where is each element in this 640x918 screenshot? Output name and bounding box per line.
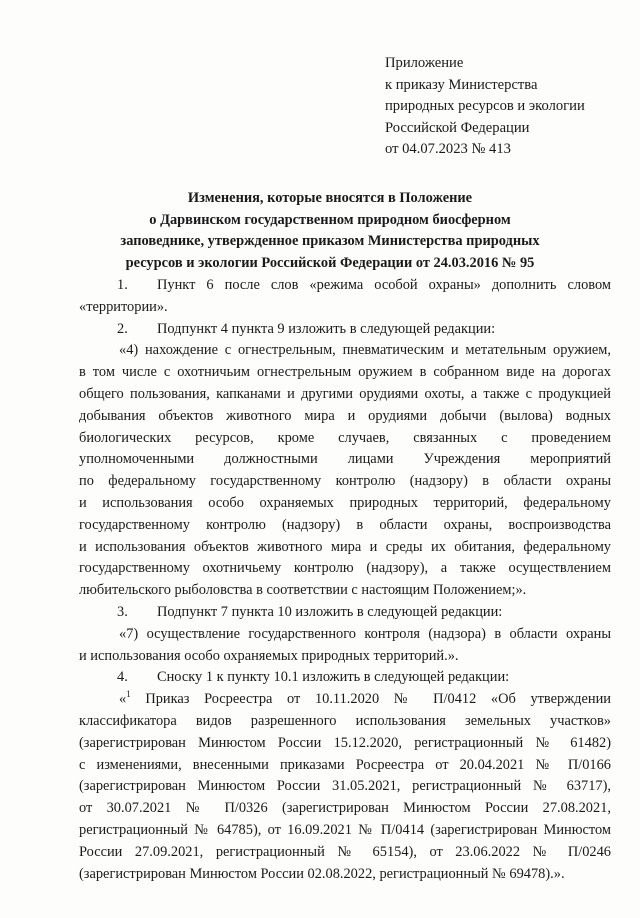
body-line: уполномоченными должностными лицами Учреждения мероприятий <box>79 451 611 468</box>
body-line: добывания объектов животного мира и орудиями добычи (вылова) водных <box>79 407 611 424</box>
title-line: Изменения, которые вносятся в Положение <box>187 190 473 206</box>
body-line: 4. Сноску 1 к пункту 10.1 изложить в следующей редакции: <box>79 667 611 689</box>
item-number-1: 1. <box>117 277 128 293</box>
item-number-2: 2. <box>117 320 128 337</box>
body-line: общего пользования, капканами и другими орудиями охоты, а также с продукцией <box>79 385 611 402</box>
body-line: государственному контролю (надзору) в области охраны, воспроизводства <box>79 516 611 533</box>
body-line: «$^1$ Приказ Росреестра от 10.11.2020 № П/0412 «Об утверждении <box>119 689 611 708</box>
body-line: регистрационный № 64785), от 16.09.2021 № П/0414 (зарегистрирован Минюстом <box>79 821 611 838</box>
title-line: о Дарвинском государственном природном биосферном <box>149 211 511 228</box>
document-body <box>79 275 611 885</box>
title-line: заповеднике, утвержденное приказом Министерства природных <box>120 233 540 250</box>
body-line: от 30.07.2021 № П/0326 (зарегистрирован Минюстом России 27.08.2021, <box>79 800 611 817</box>
document-title <box>60 188 600 274</box>
appendix-line: природных ресурсов и экологии <box>385 98 585 115</box>
appendix-line: к приказу Министерства <box>385 76 538 93</box>
appendix-header <box>385 53 625 161</box>
body-line: (зарегистрирован Минюстом России 02.08.2022, регистрационный № 69478).». <box>79 865 565 882</box>
body-line: «4) нахождение с огнестрельным, пневматическим и метательным оружием, <box>119 342 611 359</box>
body-line: любительского рыболовства в соответствии с настоящим Положением;». <box>79 582 527 599</box>
body-line: «7) осуществление государственного контроля (надзора) в области охраны <box>119 625 611 642</box>
item-number-3: 3. <box>117 603 128 620</box>
body-line: России 27.09.2021, регистрационный № 65154), от 23.06.2022 № П/0246 <box>79 843 611 860</box>
body-line: и использования особо охраняемых природных территорий.». <box>79 647 459 664</box>
appendix-line: Приложение <box>385 55 464 71</box>
appendix-line: Российской Федерации <box>385 119 530 136</box>
body-line: (зарегистрирован Минюстом России 31.05.2021, регистрационный № 63717), <box>79 778 611 795</box>
body-line: в том числе с охотничьим огнестрельным оружием в собранном виде на дорогах <box>79 364 611 381</box>
body-line: (зарегистрирован Минюстом России 15.12.2020, регистрационный № 61482) <box>79 734 611 751</box>
title-line: ресурсов и экологии Российской Федерации от 24.03.2016 № 95 <box>125 254 535 271</box>
body-line: по федеральному государственному контролю (надзору) в области охраны <box>79 473 611 490</box>
appendix-line: от 04.07.2023 № 413 <box>385 141 511 158</box>
body-line: с изменениями, внесенными приказами Росреестра от 20.04.2021 № П/0166 <box>79 756 611 773</box>
footnote-mark: 1 <box>126 689 131 700</box>
body-line: и использования объектов животного мира и среды их обитания, федеральному <box>79 538 611 555</box>
body-line: биологических ресурсов, кроме случаев, связанных с проведением <box>79 429 611 446</box>
body-line: классификатора видов разрешенного использования земельных участков» <box>79 712 611 729</box>
body-line: 2. Подпункт 4 пункта 9 изложить в следующей редакции: <box>79 319 611 341</box>
item-number-4: 4. <box>117 669 128 686</box>
body-line: государственному охотничьему контролю (надзору), а также осуществлением <box>79 560 611 577</box>
body-line: «территории». <box>79 298 168 315</box>
body-line: и использования особо охраняемых природных территорий, федеральному <box>79 494 611 511</box>
body-line: 1. Пункт 6 после слов «режима особой охраны» дополнить словом <box>79 275 611 297</box>
body-line: 3. Подпункт 7 пункта 10 изложить в следующей редакции: <box>79 602 611 624</box>
